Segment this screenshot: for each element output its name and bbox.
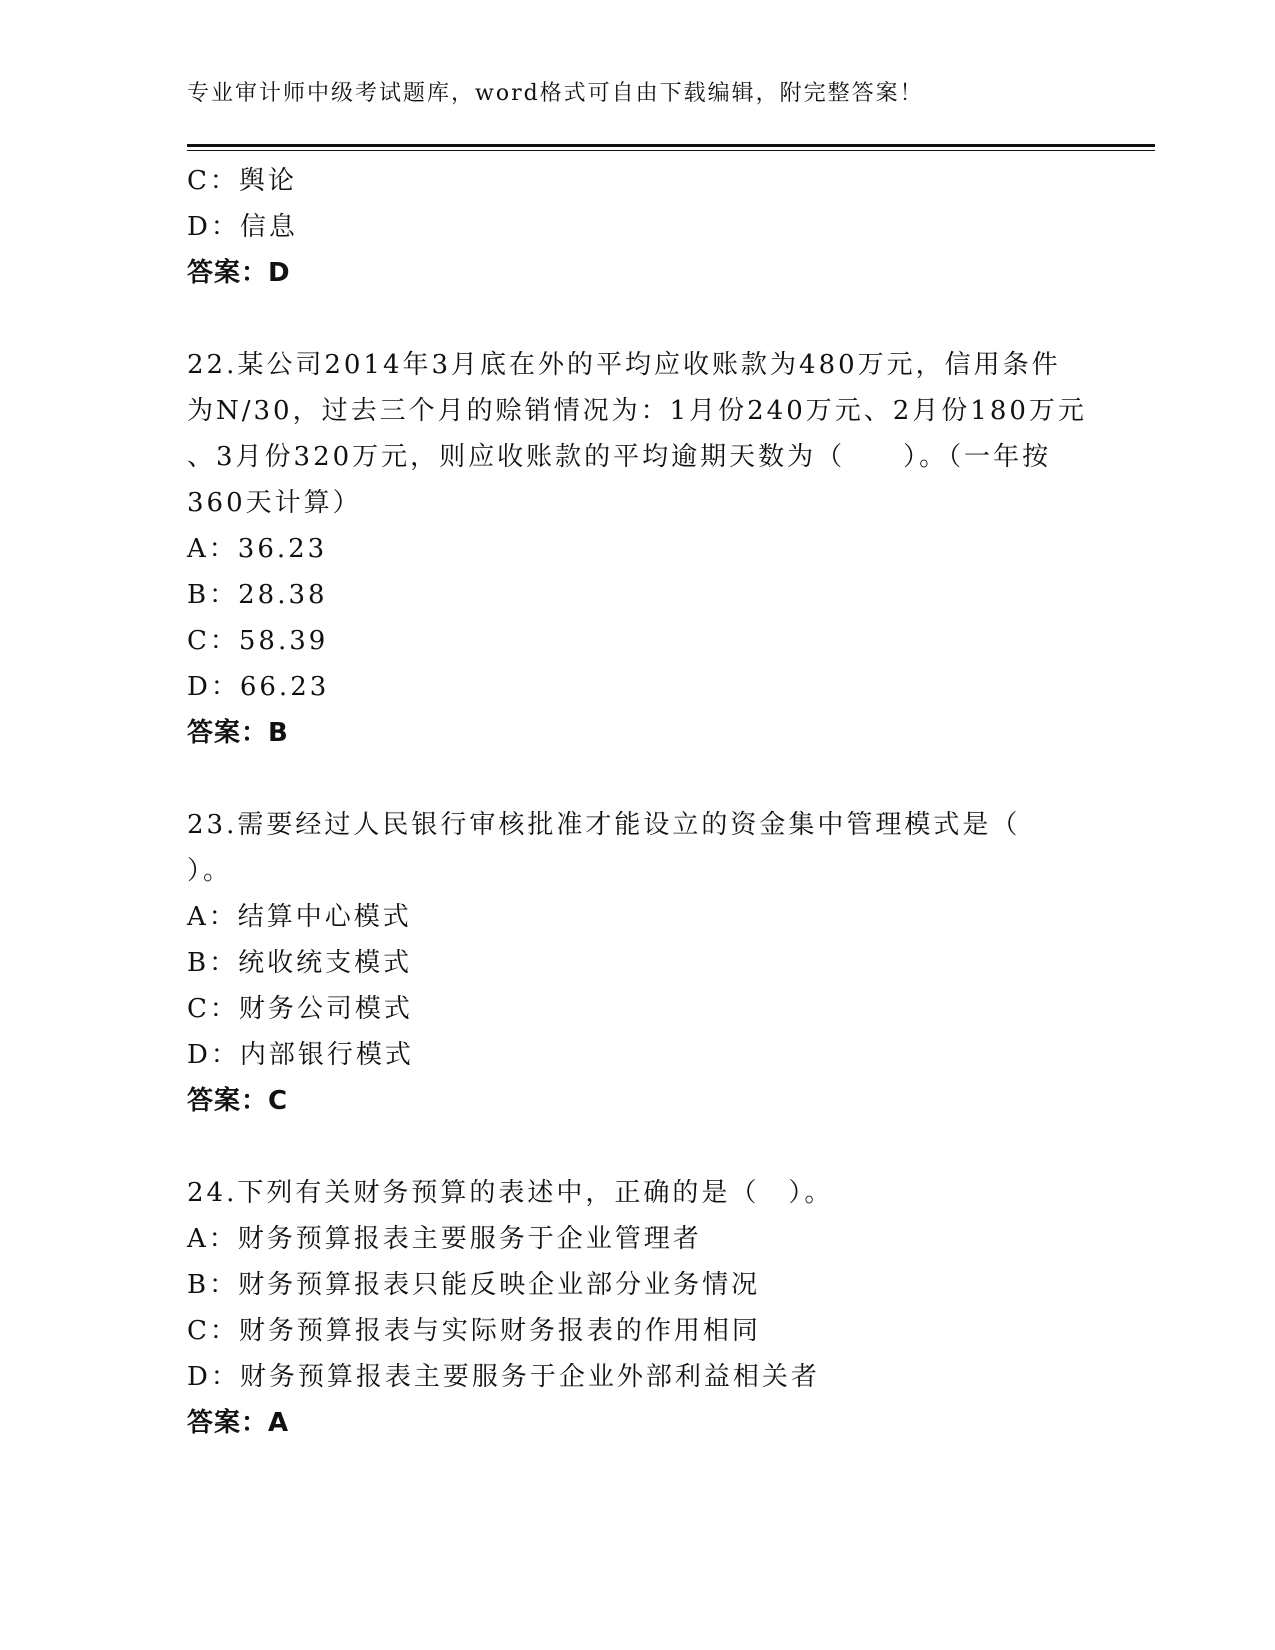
option-d: D：66.23 <box>187 672 330 702</box>
document-body <box>187 158 1087 1446</box>
option-a: A：财务预算报表主要服务于企业管理者 <box>187 1224 702 1254</box>
question-22 <box>187 342 1087 756</box>
option-c: C：财务预算报表与实际财务报表的作用相同 <box>187 1316 761 1346</box>
option-b: B：统收统支模式 <box>187 948 413 978</box>
option-d: D：财务预算报表主要服务于企业外部利益相关者 <box>187 1362 820 1392</box>
answer-label: 答案：C <box>187 1086 289 1116</box>
answer-label: 答案：B <box>187 718 289 748</box>
option-c: C：舆论 <box>187 166 297 196</box>
header-rule <box>187 144 1155 147</box>
question-23 <box>187 802 1087 1124</box>
page-header: 专业审计师中级考试题库，word格式可自由下载编辑，附完整答案！ <box>187 81 924 106</box>
question-24 <box>187 1170 1087 1446</box>
spacer <box>187 1124 1087 1170</box>
option-d: D：信息 <box>187 212 298 242</box>
option-d: D：内部银行模式 <box>187 1040 414 1070</box>
spacer <box>187 756 1087 802</box>
header-rule-thin <box>187 150 1155 151</box>
question-stem: 、3月份320万元，则应收账款的平均逾期天数为（ ）。（一年按 <box>187 442 1052 472</box>
option-a: A：36.23 <box>187 534 328 564</box>
option-c: C：58.39 <box>187 626 329 656</box>
question-stem: ）。 <box>187 856 233 886</box>
option-b: B：财务预算报表只能反映企业部分业务情况 <box>187 1270 761 1300</box>
option-b: B：28.38 <box>187 580 328 610</box>
answer-label: 答案：A <box>187 1408 290 1438</box>
option-c: C：财务公司模式 <box>187 994 413 1024</box>
question-stem: 24.下列有关财务预算的表述中，正确的是（ ）。 <box>187 1178 834 1208</box>
spacer <box>187 296 1087 342</box>
question-stem: 23.需要经过人民银行审核批准才能设立的资金集中管理模式是（ <box>187 810 1021 840</box>
question-stem: 为N/30，过去三个月的赊销情况为：1月份240万元、2月份180万元 <box>187 396 1087 426</box>
question-stem: 360天计算） <box>187 488 362 518</box>
answer-label: 答案：D <box>187 258 291 288</box>
option-a: A：结算中心模式 <box>187 902 412 932</box>
question-stem: 22.某公司2014年3月底在外的平均应收账款为480万元，信用条件 <box>187 350 1061 380</box>
